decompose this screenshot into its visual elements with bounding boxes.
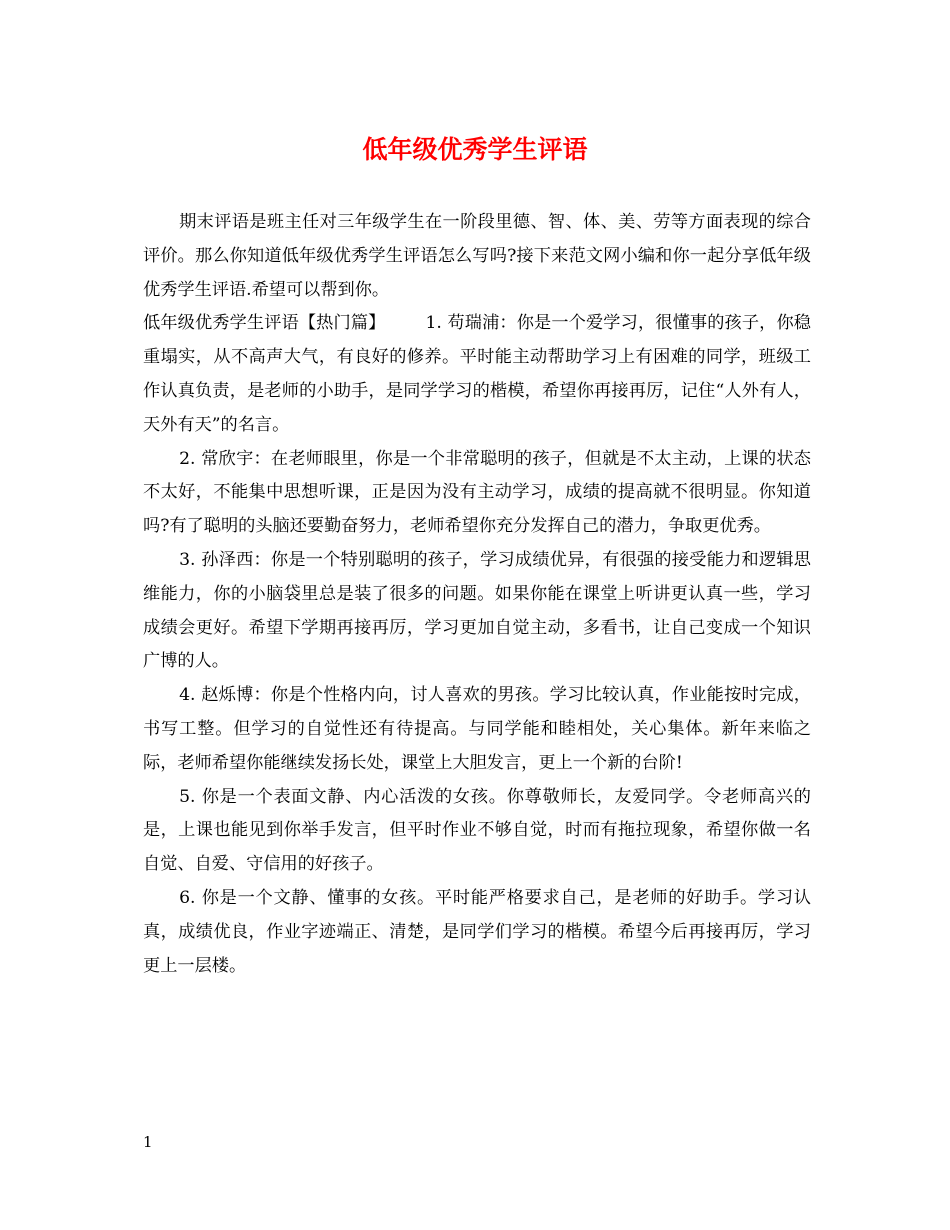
comment-4: 4. 赵烁博：你是个性格内向，讨人喜欢的男孩。学习比较认真，作业能按时完成，书写工整。但学习的自觉性还有待提高。与同学能和睦相处，关心集体。新年来临之际，老师希望你能继续发扬长处，课堂上大胆发言，更上一个新的台阶!	[143, 685, 811, 773]
section-heading-hot: 低年级优秀学生评语【热门篇】	[143, 313, 386, 334]
comment-6: 6. 你是一个文静、懂事的女孩。平时能严格要求自己，是老师的好助手。学习认真，成绩优良，作业字迹端正、清楚，是同学们学习的楷模。希望今后再接再厉，学习更上一层楼。	[143, 887, 811, 976]
page-number: 1	[143, 1133, 153, 1151]
comment-5: 5. 你是一个表面文静、内心活泼的女孩。你尊敬师长，友爱同学。令老师高兴的是，上课也能见到你举手发言，但平时作业不够自觉，时而有拖拉现象，希望你做一名自觉、自爱、守信用的好孩子。	[143, 786, 811, 875]
section-gap	[385, 313, 425, 333]
intro-paragraph: 期末评语是班主任对三年级学生在一阶段里德、智、体、美、劳等方面表现的综合评价。那么你知道低年级优秀学生评语怎么写吗?接下来范文网小编和你一起分享低年级优秀学生评语.希望可以帮到你。	[143, 212, 811, 300]
document-body	[143, 206, 811, 983]
comment-2: 2. 常欣宇：在老师眼里，你是一个非常聪明的孩子，但就是不太主动，上课的状态不太好，不能集中思想听课，正是因为没有主动学习，成绩的提高就不很明显。你知道吗?有了聪明的头脑还要勤奋努力，老师希望你充分发挥自己的潜力，争取更优秀。	[143, 448, 811, 537]
comment-3: 3. 孙泽西：你是一个特别聪明的孩子，学习成绩优异，有很强的接受能力和逻辑思维能力，你的小脑袋里总是装了很多的问题。如果你能在课堂上听讲更认真一些，学习成绩会更好。希望下学期再接再厉，学习更加自觉主动，多看书，让自己变成一个知识广博的人。	[143, 549, 811, 672]
page-title: 低年级优秀学生评语	[362, 135, 588, 164]
hot-section-paragraph	[143, 307, 811, 442]
comment-1: 1. 苟瑞浦：你是一个爱学习，很懂事的孩子，你稳重塌实，从不高声大气，有良好的修养。平时能主动帮助学习上有困难的同学，班级工作认真负责，是老师的小助手，是同学学习的楷模，希望你再接再厉，记住“人外有人，天外有天”的名言。	[143, 313, 811, 435]
